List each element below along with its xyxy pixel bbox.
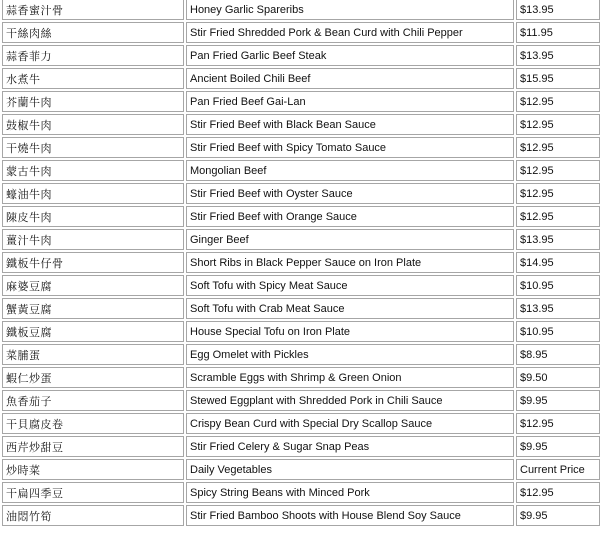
table-row [2, 45, 600, 66]
dish-price: Current Price [516, 459, 600, 480]
dish-price: $9.95 [516, 436, 600, 457]
dish-english-name: Honey Garlic Spareribs [186, 0, 514, 20]
dish-english-name: Stir Fried Beef with Spicy Tomato Sauce [186, 137, 514, 158]
table-row [2, 482, 600, 503]
dish-english-name: House Special Tofu on Iron Plate [186, 321, 514, 342]
dish-english-name: Ancient Boiled Chili Beef [186, 68, 514, 89]
dish-english-name: Soft Tofu with Spicy Meat Sauce [186, 275, 514, 296]
dish-english-name: Stir Fried Shredded Pork & Bean Curd with Chili Pepper [186, 22, 514, 43]
dish-chinese-name: 蒜香菲力 [2, 45, 184, 66]
dish-chinese-name: 西芹炒甜豆 [2, 436, 184, 457]
table-row [2, 505, 600, 526]
dish-english-name: Short Ribs in Black Pepper Sauce on Iron Plate [186, 252, 514, 273]
dish-chinese-name: 干扁四季豆 [2, 482, 184, 503]
dish-price: $13.95 [516, 229, 600, 250]
table-row [2, 275, 600, 296]
dish-price: $11.95 [516, 22, 600, 43]
dish-price: $13.95 [516, 0, 600, 20]
dish-price: $9.95 [516, 505, 600, 526]
dish-price: $10.95 [516, 275, 600, 296]
table-row [2, 0, 600, 20]
dish-price: $9.50 [516, 367, 600, 388]
dish-english-name: Spicy String Beans with Minced Pork [186, 482, 514, 503]
table-row [2, 183, 600, 204]
dish-chinese-name: 水煮牛 [2, 68, 184, 89]
dish-english-name: Pan Fried Beef Gai-Lan [186, 91, 514, 112]
dish-chinese-name: 陳皮牛肉 [2, 206, 184, 227]
dish-price: $8.95 [516, 344, 600, 365]
dish-english-name: Stir Fried Celery & Sugar Snap Peas [186, 436, 514, 457]
table-row [2, 22, 600, 43]
dish-price: $12.95 [516, 91, 600, 112]
menu-table-body [2, 0, 600, 526]
dish-english-name: Mongolian Beef [186, 160, 514, 181]
dish-price: $12.95 [516, 183, 600, 204]
table-row [2, 252, 600, 273]
dish-chinese-name: 麻婆豆腐 [2, 275, 184, 296]
dish-chinese-name: 菜脯蛋 [2, 344, 184, 365]
table-row [2, 413, 600, 434]
dish-chinese-name: 蠔油牛肉 [2, 183, 184, 204]
table-row [2, 436, 600, 457]
dish-chinese-name: 干貝腐皮卷 [2, 413, 184, 434]
dish-price: $15.95 [516, 68, 600, 89]
dish-english-name: Scramble Eggs with Shrimp & Green Onion [186, 367, 514, 388]
dish-english-name: Daily Vegetables [186, 459, 514, 480]
dish-chinese-name: 鐵板豆腐 [2, 321, 184, 342]
dish-price: $13.95 [516, 298, 600, 319]
dish-price: $12.95 [516, 206, 600, 227]
dish-price: $12.95 [516, 114, 600, 135]
dish-price: $12.95 [516, 160, 600, 181]
table-row [2, 68, 600, 89]
dish-chinese-name: 蝦仁炒蛋 [2, 367, 184, 388]
dish-english-name: Crispy Bean Curd with Special Dry Scallop Sauce [186, 413, 514, 434]
dish-chinese-name: 魚香茄子 [2, 390, 184, 411]
dish-chinese-name: 干絲肉絲 [2, 22, 184, 43]
dish-chinese-name: 蒜香蜜汁骨 [2, 0, 184, 20]
dish-chinese-name: 薑汁牛肉 [2, 229, 184, 250]
dish-price: $10.95 [516, 321, 600, 342]
dish-english-name: Ginger Beef [186, 229, 514, 250]
dish-chinese-name: 干燒牛肉 [2, 137, 184, 158]
dish-english-name: Stir Fried Bamboo Shoots with House Blend Soy Sauce [186, 505, 514, 526]
table-row [2, 390, 600, 411]
dish-price: $14.95 [516, 252, 600, 273]
dish-chinese-name: 油悶竹筍 [2, 505, 184, 526]
dish-english-name: Stewed Eggplant with Shredded Pork in Chili Sauce [186, 390, 514, 411]
dish-english-name: Egg Omelet with Pickles [186, 344, 514, 365]
dish-price: $9.95 [516, 390, 600, 411]
dish-english-name: Soft Tofu with Crab Meat Sauce [186, 298, 514, 319]
table-row [2, 91, 600, 112]
dish-chinese-name: 炒時菜 [2, 459, 184, 480]
dish-english-name: Stir Fried Beef with Oyster Sauce [186, 183, 514, 204]
table-row [2, 298, 600, 319]
table-row [2, 344, 600, 365]
dish-english-name: Pan Fried Garlic Beef Steak [186, 45, 514, 66]
table-row [2, 114, 600, 135]
dish-chinese-name: 蟹黃豆腐 [2, 298, 184, 319]
table-row [2, 459, 600, 480]
dish-english-name: Stir Fried Beef with Orange Sauce [186, 206, 514, 227]
table-row [2, 229, 600, 250]
table-row [2, 160, 600, 181]
table-row [2, 206, 600, 227]
table-row [2, 137, 600, 158]
dish-chinese-name: 鼓椒牛肉 [2, 114, 184, 135]
dish-english-name: Stir Fried Beef with Black Bean Sauce [186, 114, 514, 135]
table-row [2, 367, 600, 388]
dish-price: $12.95 [516, 413, 600, 434]
table-row [2, 321, 600, 342]
dish-chinese-name: 芥蘭牛肉 [2, 91, 184, 112]
dish-chinese-name: 鐵板牛仔骨 [2, 252, 184, 273]
dish-price: $13.95 [516, 45, 600, 66]
dish-price: $12.95 [516, 137, 600, 158]
dish-chinese-name: 蒙古牛肉 [2, 160, 184, 181]
dish-price: $12.95 [516, 482, 600, 503]
